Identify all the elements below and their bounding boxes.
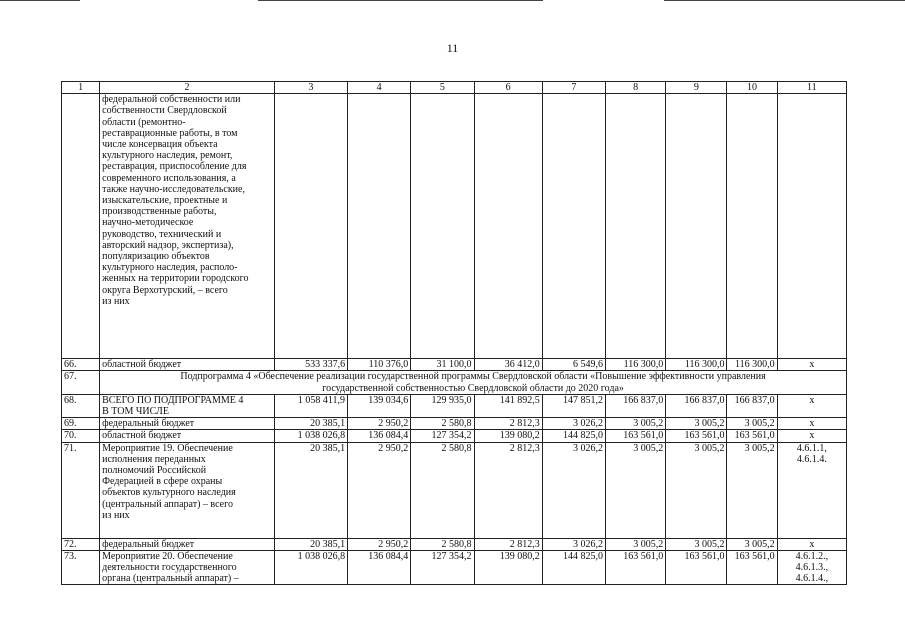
target-code-cell: 4.6.1.1, 4.6.1.4. xyxy=(777,442,846,538)
value-cell: 2 950,2 xyxy=(348,418,411,430)
value-cell: 6 549,6 xyxy=(542,359,605,371)
value-cell: 2 580,8 xyxy=(411,418,474,430)
row-description: ВСЕГО ПО ПОДПРОГРАММЕ 4 В ТОМ ЧИСЛЕ xyxy=(100,394,275,417)
value-cell: 1 038 026,8 xyxy=(274,550,347,585)
row-description: Мероприятие 19. Обеспечение исполнения переданных полномочий Российской Федерацией в сфере охраны объектов культурного наследия (центральный аппарат) – всего из них xyxy=(100,442,275,538)
row-number xyxy=(62,94,100,359)
value-cell: 116 300,0 xyxy=(666,359,727,371)
value-cell: 127 354,2 xyxy=(411,430,474,442)
value-cell: 139 080,2 xyxy=(474,550,542,585)
table-row xyxy=(62,550,847,585)
value-cell: 136 084,4 xyxy=(348,550,411,585)
value-cell: 166 837,0 xyxy=(666,394,727,417)
value-cell: 3 005,2 xyxy=(606,442,666,538)
subprogram-row xyxy=(62,371,847,394)
value-cell: 3 026,2 xyxy=(542,418,605,430)
table-row xyxy=(62,538,847,550)
budget-table xyxy=(61,81,847,585)
value-cell xyxy=(606,94,666,359)
value-cell: 166 837,0 xyxy=(606,394,666,417)
value-cell: 20 385,1 xyxy=(274,442,347,538)
header-cell: 5 xyxy=(411,82,474,94)
value-cell: 141 892,5 xyxy=(474,394,542,417)
value-cell: 1 058 411,9 xyxy=(274,394,347,417)
value-cell: 163 561,0 xyxy=(666,430,727,442)
table-row xyxy=(62,418,847,430)
value-cell: 533 337,6 xyxy=(274,359,347,371)
header-cell: 1 xyxy=(62,82,100,94)
row-description: федеральный бюджет xyxy=(100,538,275,550)
value-cell: 2 812,3 xyxy=(474,442,542,538)
value-cell xyxy=(274,94,347,359)
value-cell: 20 385,1 xyxy=(274,418,347,430)
value-cell xyxy=(542,94,605,359)
target-code-cell: х xyxy=(777,538,846,550)
header-cell: 10 xyxy=(727,82,777,94)
value-cell: 2 580,8 xyxy=(411,538,474,550)
table-row xyxy=(62,94,847,359)
row-number: 72. xyxy=(62,538,100,550)
value-cell: 3 005,2 xyxy=(666,418,727,430)
value-cell: 3 005,2 xyxy=(606,538,666,550)
value-cell: 163 561,0 xyxy=(606,430,666,442)
value-cell xyxy=(348,94,411,359)
value-cell xyxy=(411,94,474,359)
value-cell: 2 812,3 xyxy=(474,538,542,550)
target-code-cell: х xyxy=(777,394,846,417)
subprogram-title: Подпрограмма 4 «Обеспечение реализации государственной программы Свердловской области «Повышение эффективности управления государственной собственностью Свердловской области до 2020 года» xyxy=(100,371,847,394)
row-description: Мероприятие 20. Обеспечение деятельности государственного органа (центральный аппарат) – xyxy=(100,550,275,585)
value-cell: 3 005,2 xyxy=(666,538,727,550)
row-description: областной бюджет xyxy=(100,359,275,371)
value-cell: 20 385,1 xyxy=(274,538,347,550)
row-number: 73. xyxy=(62,550,100,585)
header-cell: 3 xyxy=(274,82,347,94)
table-row xyxy=(62,442,847,538)
row-number: 67. xyxy=(62,371,100,394)
value-cell: 129 935,0 xyxy=(411,394,474,417)
top-rule-right xyxy=(664,0,905,1)
row-description: федеральной собственности или собственности Свердловской области (ремонтно- реставрационные работы, в том числе консервация объекта культурного наследия, ремонт, реставрация, приспособление для современного использования, а также научно-исследовательские, изыскательские, проектные и производственные работы, научно-методическое руководство, технический и авторский надзор, экспертиза), популяризацию объектов культурного наследия, располо- женных на территории городского округа Верхотурский, – всего из них xyxy=(100,94,275,359)
row-number: 69. xyxy=(62,418,100,430)
value-cell: 163 561,0 xyxy=(727,430,777,442)
value-cell: 116 300,0 xyxy=(606,359,666,371)
row-number: 71. xyxy=(62,442,100,538)
page-number: 11 xyxy=(446,41,459,55)
value-cell xyxy=(727,94,777,359)
value-cell: 2 580,8 xyxy=(411,442,474,538)
row-number: 70. xyxy=(62,430,100,442)
table-row xyxy=(62,394,847,417)
target-code-cell: х xyxy=(777,418,846,430)
value-cell: 163 561,0 xyxy=(606,550,666,585)
table-row xyxy=(62,430,847,442)
value-cell: 127 354,2 xyxy=(411,550,474,585)
row-description: областной бюджет xyxy=(100,430,275,442)
value-cell: 166 837,0 xyxy=(727,394,777,417)
value-cell: 3 026,2 xyxy=(542,538,605,550)
value-cell: 136 084,4 xyxy=(348,430,411,442)
target-code-cell xyxy=(777,94,846,359)
header-cell: 9 xyxy=(666,82,727,94)
top-rule-center xyxy=(258,0,543,1)
row-number: 68. xyxy=(62,394,100,417)
target-code-cell: 4.6.1.2., 4.6.1.3., 4.6.1.4., xyxy=(777,550,846,585)
value-cell: 144 825,0 xyxy=(542,550,605,585)
value-cell xyxy=(474,94,542,359)
header-row xyxy=(62,82,847,94)
value-cell xyxy=(666,94,727,359)
value-cell: 3 026,2 xyxy=(542,442,605,538)
value-cell: 3 005,2 xyxy=(727,442,777,538)
table-row xyxy=(62,359,847,371)
value-cell: 2 950,2 xyxy=(348,442,411,538)
value-cell: 2 950,2 xyxy=(348,538,411,550)
value-cell: 116 300,0 xyxy=(727,359,777,371)
target-code-cell: х xyxy=(777,359,846,371)
value-cell: 3 005,2 xyxy=(666,442,727,538)
header-cell: 11 xyxy=(777,82,846,94)
value-cell: 2 812,3 xyxy=(474,418,542,430)
value-cell: 147 851,2 xyxy=(542,394,605,417)
value-cell: 163 561,0 xyxy=(666,550,727,585)
header-cell: 7 xyxy=(542,82,605,94)
header-cell: 8 xyxy=(606,82,666,94)
value-cell: 3 005,2 xyxy=(606,418,666,430)
value-cell: 1 038 026,8 xyxy=(274,430,347,442)
value-cell: 110 376,0 xyxy=(348,359,411,371)
target-code-cell: х xyxy=(777,430,846,442)
row-description: федеральный бюджет xyxy=(100,418,275,430)
table-body xyxy=(62,82,847,585)
value-cell: 163 561,0 xyxy=(727,550,777,585)
value-cell: 144 825,0 xyxy=(542,430,605,442)
header-cell: 2 xyxy=(100,82,275,94)
row-number: 66. xyxy=(62,359,100,371)
value-cell: 3 005,2 xyxy=(727,418,777,430)
header-cell: 4 xyxy=(348,82,411,94)
top-rule-left xyxy=(0,0,80,1)
header-cell: 6 xyxy=(474,82,542,94)
value-cell: 139 034,6 xyxy=(348,394,411,417)
value-cell: 36 412,0 xyxy=(474,359,542,371)
value-cell: 139 080,2 xyxy=(474,430,542,442)
value-cell: 31 100,0 xyxy=(411,359,474,371)
value-cell: 3 005,2 xyxy=(727,538,777,550)
